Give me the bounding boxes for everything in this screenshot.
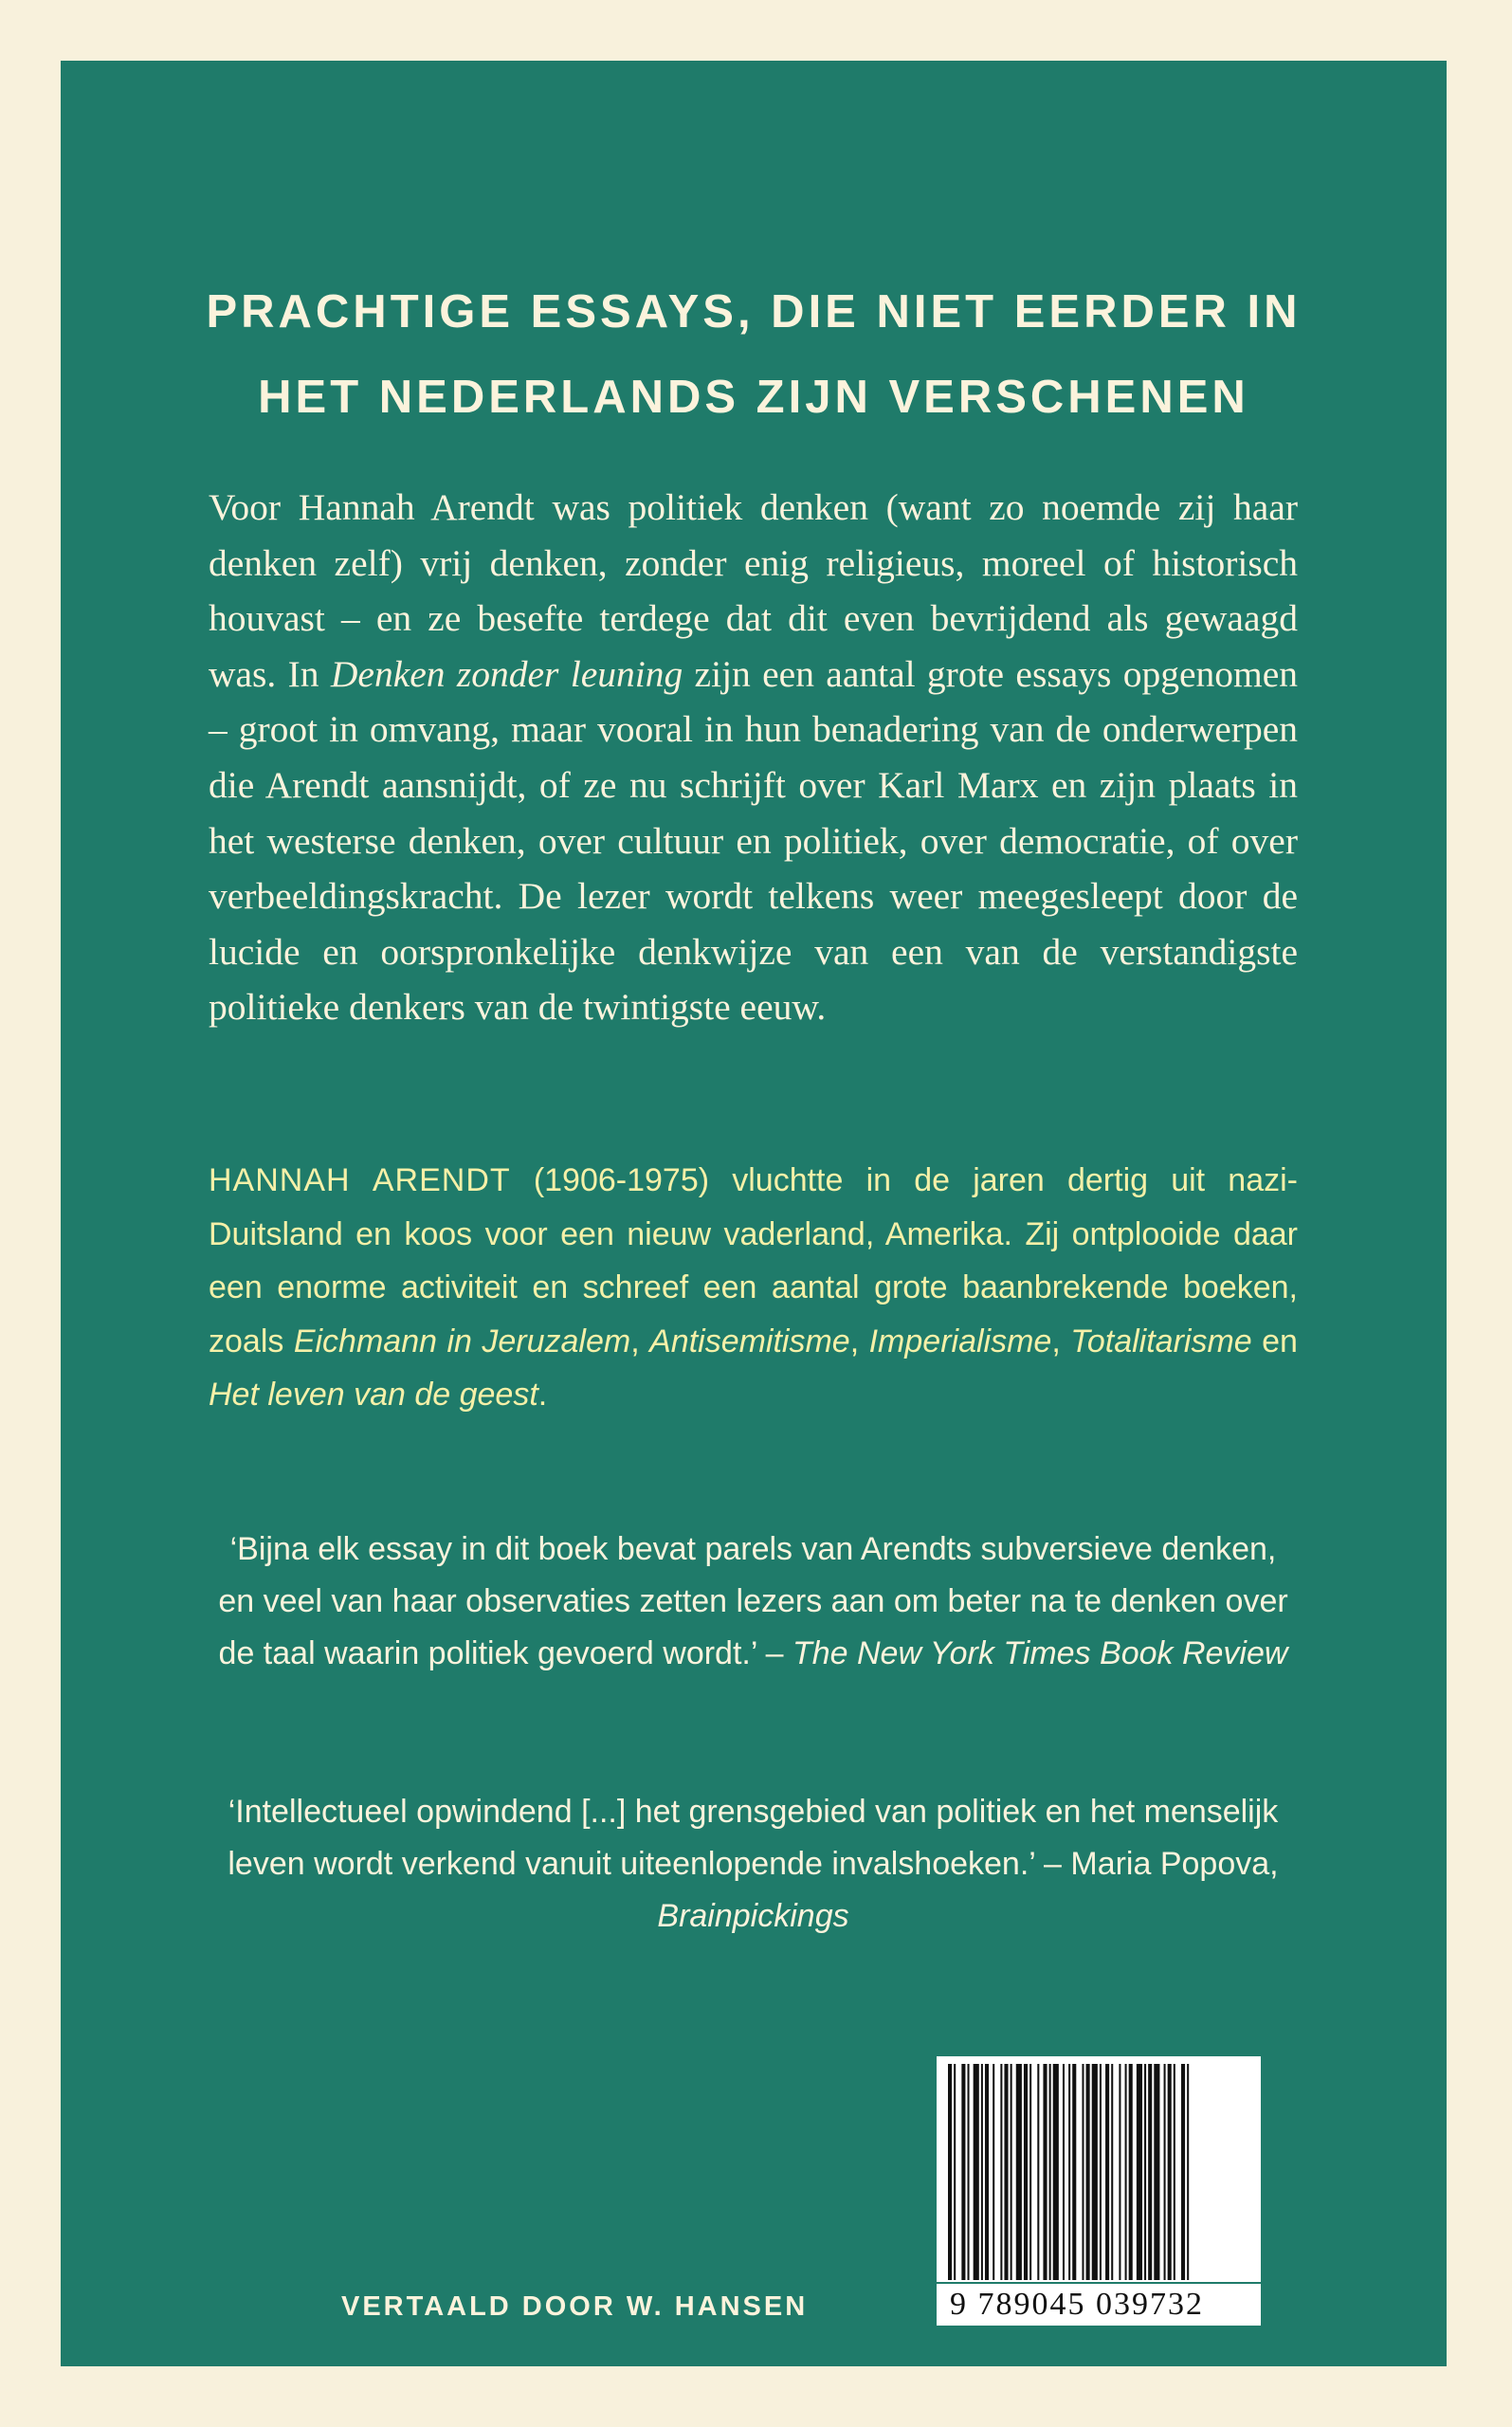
barcode-bar <box>1000 2064 1002 2280</box>
intro-book-title: Denken zonder leuning <box>330 652 683 695</box>
barcode-bar <box>1181 2064 1185 2280</box>
bio-book-1: Eichmann in Jeruzalem <box>293 1323 631 1359</box>
barcode-bar <box>1154 2064 1159 2280</box>
headline <box>61 269 1447 440</box>
barcode-bar <box>1092 2064 1098 2280</box>
barcode-bar <box>1100 2064 1102 2280</box>
bio-separator-1: , <box>630 1323 650 1359</box>
barcode-bar <box>1111 2064 1113 2280</box>
barcode-bar <box>1004 2064 1008 2280</box>
barcode-bar <box>1125 2064 1127 2280</box>
barcode-bar <box>1053 2064 1059 2280</box>
bio-end: . <box>537 1377 548 1413</box>
quote-1-source: The New York Times Book Review <box>792 1635 1288 1671</box>
bio-book-3: Imperialisme <box>868 1323 1052 1359</box>
barcode-bar <box>1063 2064 1065 2280</box>
barcode-bar <box>974 2064 979 2280</box>
bio-separator-2: , <box>849 1323 869 1359</box>
barcode-bar <box>1148 2064 1152 2280</box>
barcode-bar <box>985 2064 989 2280</box>
barcode-bar <box>1187 2064 1189 2280</box>
barcode-bar <box>1174 2064 1175 2280</box>
barcode-bar <box>1119 2064 1120 2280</box>
bio-separator-4: en <box>1251 1323 1298 1359</box>
author-bio <box>209 1154 1298 1422</box>
bio-separator-3: , <box>1051 1323 1071 1359</box>
review-quote-2 <box>209 1786 1298 1943</box>
bio-book-5: Het leven van de geest <box>209 1377 538 1413</box>
back-cover-panel <box>61 61 1447 2366</box>
quote-1-text: ‘Bijna elk essay in dit boek bevat parels van Arendts subversieve denken, en veel van haar observaties zetten lezers aan om beter na te denken over de taal waarin politiek gevoerd wordt.’ – <box>218 1531 1288 1671</box>
intro-text-1: Voor Hannah Arendt was politiek denken (want zo noemde zij haar denken zelf) vrij denken, zonder enig religieus, moreel of historisch houvast – en ze besefte terdege dat dit even bevrijdend als gewaagd was. In <box>209 486 1298 695</box>
barcode-bar <box>981 2064 983 2280</box>
translator-credit: VERTAALD DOOR W. HANSEN <box>341 2291 809 2322</box>
barcode-bar <box>1037 2064 1039 2280</box>
barcode-bar <box>1144 2064 1146 2280</box>
barcode-bar <box>1137 2064 1142 2280</box>
author-name: HANNAH ARENDT <box>209 1162 511 1198</box>
intro-paragraph <box>209 480 1298 1035</box>
barcode-bar <box>961 2064 965 2280</box>
barcode-bar <box>1068 2064 1070 2280</box>
barcode-bar <box>1072 2064 1076 2280</box>
barcode-bar <box>1129 2064 1133 2280</box>
barcode-bar <box>1024 2064 1028 2280</box>
barcode-bar <box>1011 2064 1012 2280</box>
barcode-bar <box>1016 2064 1022 2280</box>
barcode-bar <box>948 2064 952 2280</box>
barcode <box>937 2056 1261 2282</box>
quote-2-source: Brainpickings <box>657 1898 849 1934</box>
headline-line-1: PRACHTIGE ESSAYS, DIE NIET EERDER IN <box>206 286 1302 338</box>
barcode-bar <box>1043 2064 1047 2280</box>
barcode-bar <box>993 2064 994 2280</box>
barcode-bars <box>937 2056 1261 2282</box>
barcode-bar <box>1105 2064 1109 2280</box>
review-quote-1 <box>209 1524 1298 1680</box>
barcode-bar <box>1168 2064 1172 2280</box>
barcode-bar <box>1082 2064 1084 2280</box>
barcode-bar <box>1029 2064 1031 2280</box>
headline-line-2: HET NEDERLANDS ZIJN VERSCHENEN <box>258 372 1249 423</box>
bio-book-2: Antisemitisme <box>649 1323 850 1359</box>
quote-2-text: ‘Intellectueel opwindend [...] het grensgebied van politiek en het menselijk leven wordt verkend vanuit uiteenlopende invalshoeken.’ – Maria Popova, <box>228 1794 1279 1882</box>
barcode-bar <box>968 2064 970 2280</box>
barcode-bar <box>954 2064 956 2280</box>
intro-text-2: zijn een aantal grote essays opgenomen – groot in omvang, maar vooral in hun benadering van de onderwerpen die Arendt aansnijdt, of ze nu schrijft over Karl Marx en zijn plaats in het westerse denken, over cultuur en politiek, over democratie, of over verbeeldingskracht. De lezer wordt telkens weer meegesleept door de lucide en oorspronkelijke denkwijze van een van de verstandigste politieke denkers van de twintigste eeuw. <box>209 652 1298 1029</box>
barcode-bar <box>1049 2064 1051 2280</box>
barcode-bar <box>1086 2064 1090 2280</box>
bio-text: (1906-1975) vluchtte in de jaren dertig uit nazi-Duitsland en koos voor een nieuw vaderland, Amerika. Zij ontplooide daar een enorme activiteit en schreef een aantal grote baanbrekende boeken, zoals <box>209 1162 1298 1359</box>
barcode-bar <box>1164 2064 1166 2280</box>
isbn-number: 9 789045 039732 <box>937 2284 1261 2326</box>
bio-book-4: Totalitarisme <box>1070 1323 1252 1359</box>
